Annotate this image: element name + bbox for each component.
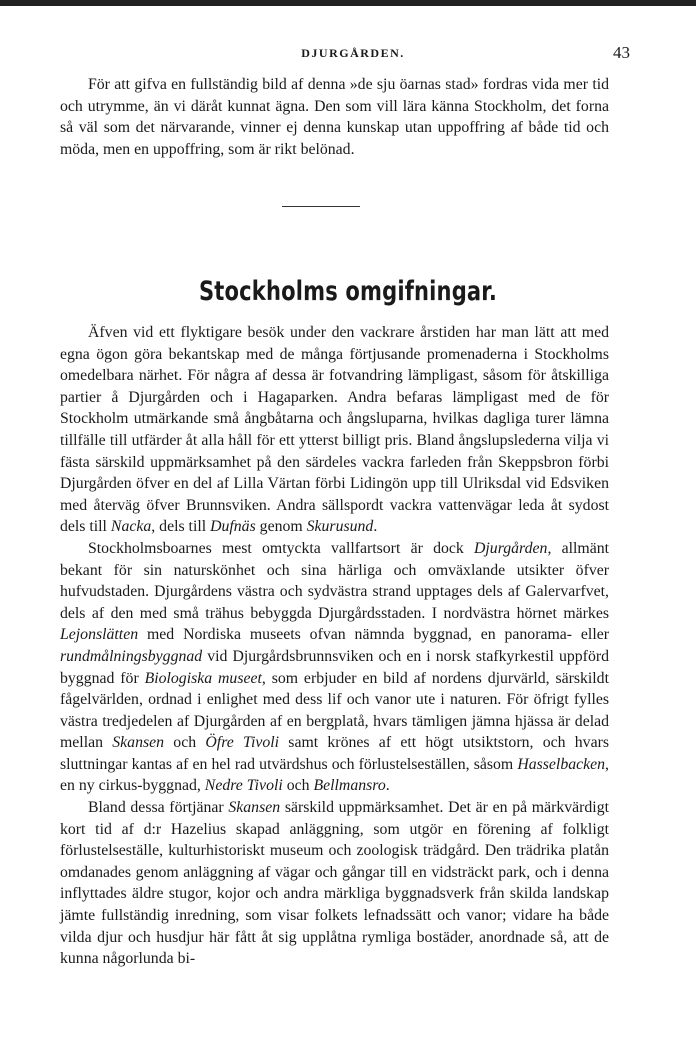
section-title: Stockholms omgifningar. <box>198 276 498 307</box>
intro-text-block <box>60 74 609 160</box>
section-divider <box>282 206 360 207</box>
place-name: Bellmansro <box>313 777 386 795</box>
page-header <box>0 43 696 68</box>
place-name: Lejonslätten <box>60 626 139 644</box>
intro-paragraph: För att gifva en fullständig bild af denna »de sju öarnas stad» fordras vida mer tid och utrymme, än vi däråt kunnat ägna. Den som vill lära känna Stockholm, det forna så väl som det närvarande, vinner ej denna kunskap utan uppoffring af både tid och möda, men en uppoffring, som är rikt belönad. <box>60 76 609 158</box>
place-name: Öfre Tivoli <box>205 734 280 752</box>
place-name: Skansen <box>228 799 281 817</box>
place-name: Nacka <box>110 518 152 536</box>
place-name: Skansen <box>112 734 165 752</box>
page-number: 43 <box>613 43 630 62</box>
place-name: Hasselbacken <box>517 755 606 773</box>
paragraph-2: Stockholmsboarnes mest omtyckta vallfartsort är dock Djurgården, allmänt bekant för sin naturskönhet och sina härliga och omväxlande utsikter öfver hufvudstaden. Djurgårdens västra och sydvästra strand upptages dels af Galervarfvet, dels af den med små trähus bebyggda Djurgårdsstaden. I nordvästra hörnet märkes Lejonslätten med Nordiska museets ofvan nämnda byggnad, en panorama- eller rundmålningsbyggnad vid Djurgårdsbrunnsviken och en i norsk stafkyrkestil uppförd byggnad för Biologiska museet, som erbjuder en bild af nordens djurvärld, särskildt fågelvärlden, ordnad i enlighet med dess lif och vanor ute i naturen. För öfrigt fylles västra tredjedelen af Djurgården af en bergplatå, hvars tämligen jämna hjässa är delad mellan Skansen och Öfre Tivoli samt krönes af ett högt utsiktstorn, och hvars sluttningar kantas af en hel rad utvärdshus och förlustelseställen, såsom Hasselbacken, en ny cirkus-byggnad, Nedre Tivoli och Bellmansro. <box>60 539 609 795</box>
place-name: Djurgården <box>474 539 548 557</box>
page-top-edge <box>0 0 696 6</box>
running-head: DJURGÅRDEN. <box>301 46 405 60</box>
place-name: Dufnäs <box>210 518 256 536</box>
body-text-block <box>60 322 609 970</box>
place-name: rundmålningsbyggnad <box>60 647 203 665</box>
paragraph-1: Äfven vid ett flyktigare besök under den vackrare årstiden har man lätt att med egna ögon göra bekantskap med de många förtjusande promenaderna i Stockholms omedelbara närhet. För några af dessa är fotvandring lämpligast, såsom för åtskilliga partier å Djurgården och i Hagaparken. Andra befaras lämpligast med de för Stockholm utmärkande små ångbåtarna och ångsluparna, hvilkas dagliga turer lämna tillfälle till utfärder åt alla håll för ett ytterst billigt pris. Bland ångslupslederna vilja vi fästa särskild uppmärksamhet på den särdeles vackra farleden från Skeppsbron förbi Djurgården öfver en del af Lilla Värtan förbi Lidingön upp till Ulriksdal vid Edsviken med återväg öfver Brunnsviken. Andra sällspordt vackra vattenvägar leda åt sydost dels till Nacka, dels till Dufnäs genom Skurusund. <box>60 324 609 536</box>
place-name: Biologiska museet <box>144 669 262 687</box>
paragraph-3: Bland dessa förtjänar Skansen särskild uppmärksamhet. Det är en på märkvärdigt kort tid af d:r Hazelius skapad anläggning, som utgör en förening af folkligt förlustelseställe, kulturhistoriskt museum och zoologisk trädgård. Den trädrika platån omdanades genom anläggning af vägar och gångar till en vidsträckt park, och i denna inflyttades äldre stugor, kojor och andra märkliga byggnadsverk från skilda landskap jämte fullständig inredning, som visar folkets lefnadssätt och vanor; vidare ha både vilda djur och husdjur här fått åt sig upplåtna rymliga bostäder, anordnade så, att de kunna någorlunda bi- <box>60 799 609 968</box>
place-name: Skurusund <box>306 518 374 536</box>
place-name: Nedre Tivoli <box>204 777 283 795</box>
